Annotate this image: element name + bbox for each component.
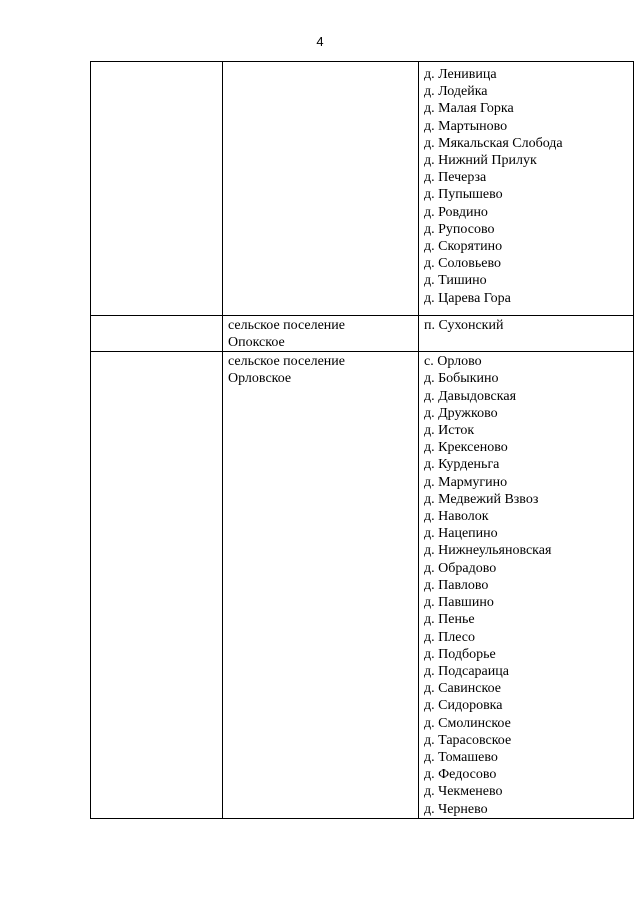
locality-item: д. Смолинское <box>424 715 511 731</box>
locality-item: д. Павлово <box>424 577 489 593</box>
localities-cell <box>419 315 634 351</box>
locality-item: д. Ровдино <box>424 204 488 220</box>
locality-item: д. Подсараица <box>424 663 509 679</box>
locality-item: д. Тарасовское <box>424 732 512 748</box>
locality-item: д. Царева Гора <box>424 290 511 306</box>
settlement-cell <box>223 352 419 818</box>
locality-item: д. Соловьево <box>424 256 501 272</box>
locality-item: д. Плесо <box>424 629 475 645</box>
settlement-cell <box>223 315 419 351</box>
locality-item: д. Мякальская Слобода <box>424 135 563 151</box>
locality-item: д. Дружково <box>424 405 498 421</box>
table-row <box>91 352 634 818</box>
locality-item: д. Чернево <box>424 801 488 817</box>
locality-item: д. Ленивица <box>424 67 497 82</box>
locality-item: д. Давыдовская <box>424 388 517 404</box>
locality-item: д. Скорятино <box>424 239 503 255</box>
locality-item: д. Федосово <box>424 767 497 783</box>
localities-cell <box>419 62 634 316</box>
locality-item: д. Чекменево <box>424 784 503 800</box>
locality-item: д. Крексеново <box>424 440 508 456</box>
locality-item: д. Пупышево <box>424 187 503 203</box>
table-row <box>91 315 634 351</box>
settlement-type: сельское поселение <box>228 317 345 333</box>
locality-item: п. Сухонский <box>424 317 504 333</box>
locality-item: д. Мармугино <box>424 474 508 490</box>
district-cell <box>91 62 223 316</box>
locality-item: д. Подборье <box>424 646 496 662</box>
locality-item: д. Павшино <box>424 595 494 611</box>
locality-item: с. Орлово <box>424 354 482 370</box>
settlement-type: сельское поселение <box>228 354 345 370</box>
locality-item: д. Наволок <box>424 509 489 525</box>
locality-item: д. Бобыкино <box>424 371 499 387</box>
locality-item: д. Нацепино <box>424 526 498 542</box>
locality-item: д. Печерза <box>424 170 487 186</box>
district-cell <box>91 352 223 818</box>
locality-item: д. Сидоровка <box>424 698 503 714</box>
locality-item: д. Пенье <box>424 612 475 628</box>
locality-item: д. Нижний Прилук <box>424 153 537 169</box>
page-number: 4 <box>316 34 324 49</box>
settlement-name: Орловское <box>228 371 292 387</box>
locality-item: д. Томашево <box>424 749 498 765</box>
locality-item: д. Нижнеульяновская <box>424 543 552 559</box>
locality-item: д. Курденьга <box>424 457 500 473</box>
locality-item: д. Исток <box>424 423 475 439</box>
locality-item: д. Лодейка <box>424 84 488 100</box>
settlement-name: Опокское <box>228 335 285 351</box>
settlements-table <box>90 61 634 819</box>
settlement-cell <box>223 62 419 316</box>
localities-cell <box>419 352 634 818</box>
district-cell <box>91 315 223 351</box>
locality-item: д. Тишино <box>424 273 487 289</box>
locality-item: д. Медвежий Взвоз <box>424 491 539 507</box>
locality-item: д. Мартыново <box>424 118 508 134</box>
table-row <box>91 62 634 316</box>
locality-item: д. Малая Горка <box>424 101 514 117</box>
locality-item: д. Савинское <box>424 681 501 697</box>
locality-item: д. Рупосово <box>424 221 495 237</box>
locality-item: д. Обрадово <box>424 560 497 576</box>
